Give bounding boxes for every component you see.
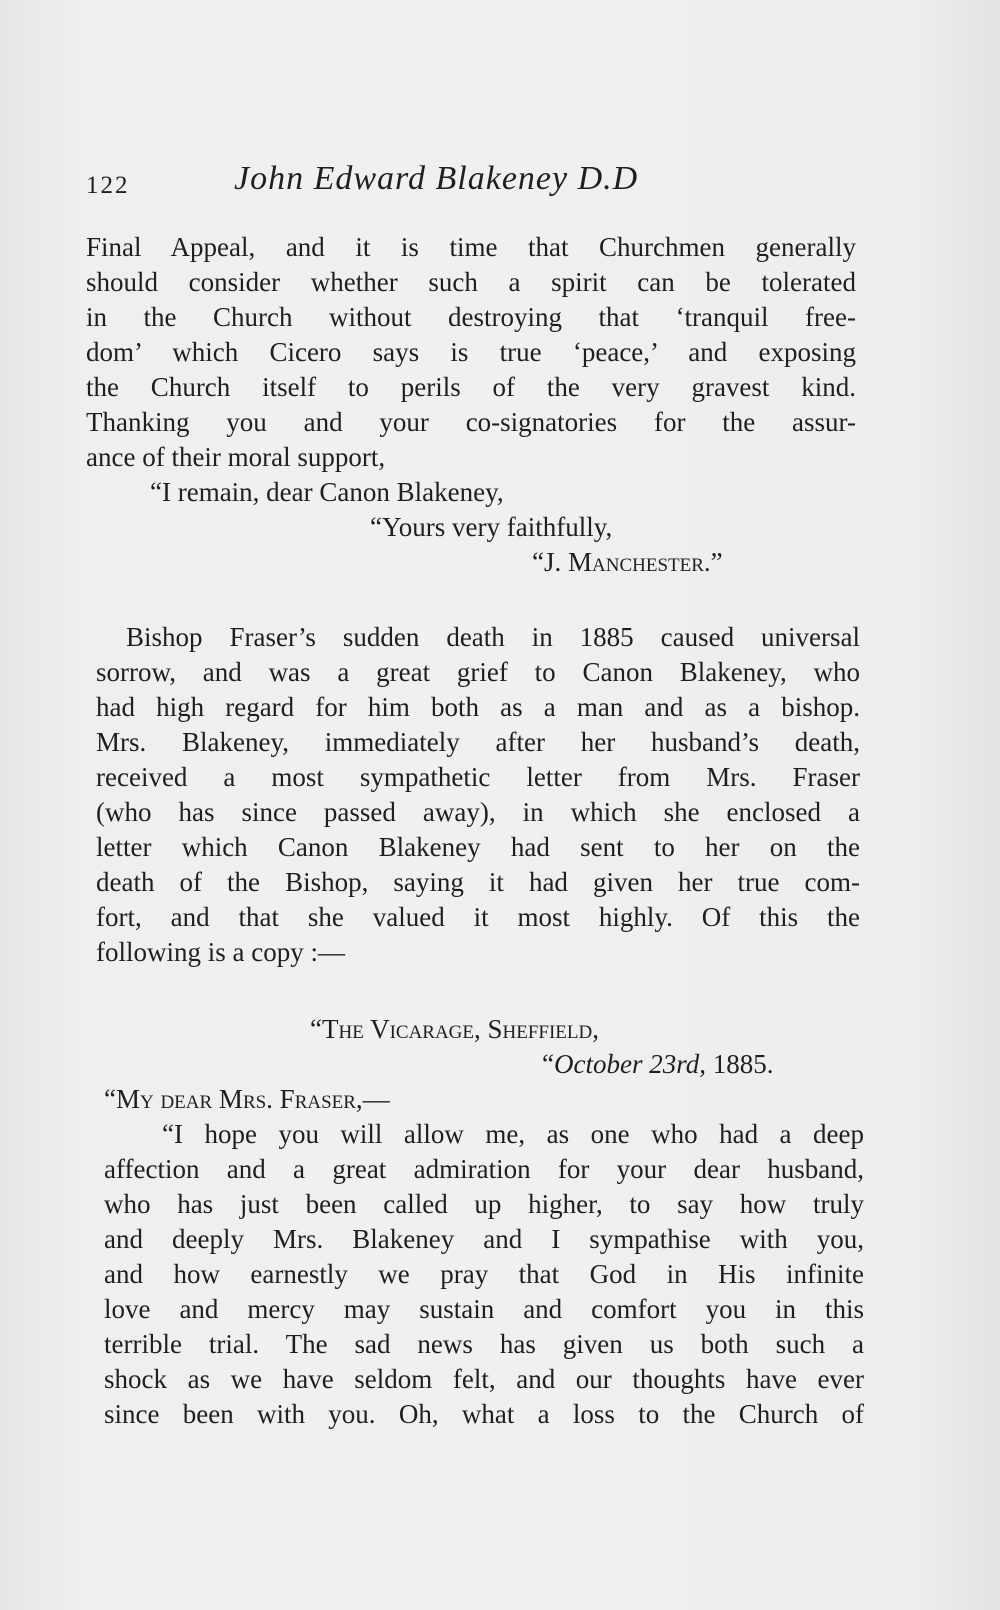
text-line: Mrs. Blakeney, immediately after her husband’s death, xyxy=(96,727,860,757)
quoted-letter xyxy=(104,1012,864,1432)
text-line: fort, and that she valued it most highly. Of this the xyxy=(96,902,860,932)
text-line: death of the Bishop, saying it had given her true com- xyxy=(96,867,860,897)
text-line: had high regard for him both as a man and as a bishop. xyxy=(96,692,860,722)
text-line: should consider whether such a spirit can be tolerated xyxy=(86,267,856,297)
letter-address: “The Vicarage, Sheffield, xyxy=(310,1014,599,1044)
text-line: Thanking you and your co-signatories for the assur- xyxy=(86,407,856,437)
narrative-paragraph xyxy=(96,620,860,970)
text-line: and deeply Mrs. Blakeney and I sympathise with you, xyxy=(104,1224,864,1254)
text-line: received a most sympathetic letter from Mrs. Fraser xyxy=(96,762,860,792)
text-line: Final Appeal, and it is time that Churchmen generally xyxy=(86,232,856,262)
text-line: Bishop Fraser’s sudden death in 1885 caused universal xyxy=(126,622,860,652)
text-line: love and mercy may sustain and comfort you in this xyxy=(104,1294,864,1324)
text-line: terrible trial. The sad news has given us both such a xyxy=(104,1329,864,1359)
page-number: 122 xyxy=(86,172,130,199)
letter-signature: “J. Manchester.” xyxy=(532,547,723,577)
text-line: dom’ which Cicero says is true ‘peace,’ and exposing xyxy=(86,337,856,367)
letter-salutation: “My dear Mrs. Fraser,— xyxy=(104,1084,390,1114)
text-line: since been with you. Oh, what a loss to the Church of xyxy=(104,1399,864,1429)
letter-closing: “I remain, dear Canon Blakeney, xyxy=(150,477,504,507)
letter-valediction: “Yours very faithfully, xyxy=(370,512,613,542)
text-line: letter which Canon Blakeney had sent to her on the xyxy=(96,832,860,862)
text-line: sorrow, and was a great grief to Canon Blakeney, who xyxy=(96,657,860,687)
text-line: “I hope you will allow me, as one who had a deep xyxy=(162,1119,864,1149)
text-line: affection and a great admiration for your dear husband, xyxy=(104,1154,864,1184)
text-line: and how earnestly we pray that God in His infinite xyxy=(104,1259,864,1289)
text-line: the Church itself to perils of the very gravest kind. xyxy=(86,372,856,402)
text-line: shock as we have seldom felt, and our thoughts have ever xyxy=(104,1364,864,1394)
text-line: (who has since passed away), in which she enclosed a xyxy=(96,797,860,827)
running-head xyxy=(86,160,706,210)
text-line: who has just been called up higher, to say how truly xyxy=(104,1189,864,1219)
letter-date: “October 23rd, 1885. xyxy=(542,1049,774,1079)
text-line: following is a copy :— xyxy=(96,937,345,967)
running-title: John Edward Blakeney D.D xyxy=(234,160,639,197)
text-line: in the Church without destroying that ‘tranquil free- xyxy=(86,302,856,332)
letter-continuation xyxy=(86,230,856,580)
text-line: ance of their moral support, xyxy=(86,442,386,472)
